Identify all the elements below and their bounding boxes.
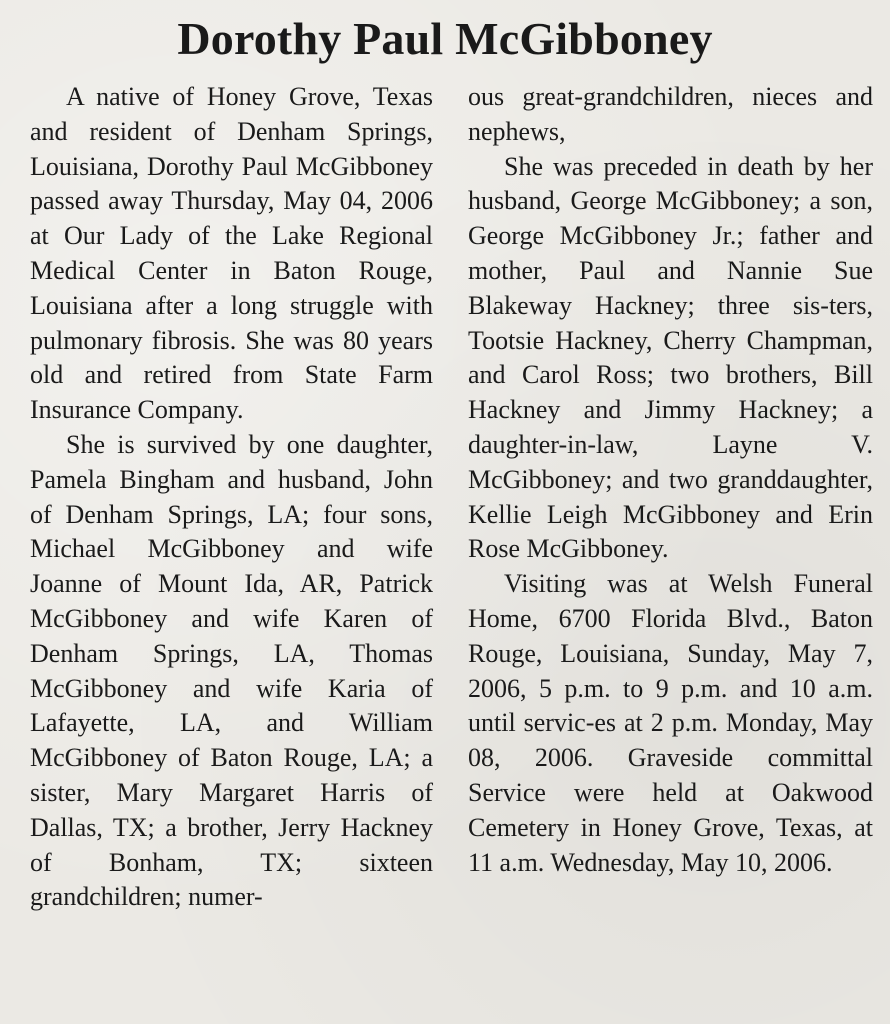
paragraph-survivors-continued: ous great-grandchildren, nieces and nephews, [468,82,873,146]
paragraph-intro: A native of Honey Grove, Texas and resident of Denham Springs, Louisiana, Dorothy Paul McGibboney passed away Thursday, May 04, 2006 at Our Lady of the Lake Regional Medical Center in Baton Rouge, Louisiana after a long struggle with pulmonary fibrosis. She was 80 years old and retired from State Farm Insurance Company. [30,82,433,425]
paragraph-services: Visiting was at Welsh Funeral Home, 6700 Florida Blvd., Baton Rouge, Louisiana, Sunday, May 7, 2006, 5 p.m. to 9 p.m. and 10 a.m. until servic-es at 2 p.m. Monday, May 08, 2006. Graveside committal Service were held at Oakwood Cemetery in Honey Grove, Texas, at 11 a.m. Wednesday, May 10, 2006. [468,569,873,877]
paragraph-survivors: She is survived by one daughter, Pamela Bingham and husband, John of Denham Springs, LA; four sons, Michael McGibboney and wife Joanne of Mount Ida, AR, Patrick McGibboney and wife Karen of Denham Springs, LA, Thomas McGibboney and wife Karia of Lafayette, LA, and William McGibboney of Baton Rouge, LA; a sister, Mary Margaret Harris of Dallas, TX; a brother, Jerry Hackney of Bonham, TX; sixteen grandchildren; numer- [30,429,433,912]
left-column [30,80,433,915]
obituary-title: Dorothy Paul McGibboney [177,13,713,64]
right-column [468,80,873,880]
paragraph-preceded: She was preceded in death by her husband, George McGibboney; a son, George McGibboney Jr.; father and mother, Paul and Nannie Sue Blakeway Hackney; three sis-ters, Tootsie Hackney, Cherry Champman, and Carol Ross; two brothers, Bill Hackney and Jimmy Hackney; a daughter-in-law, Layne V. McGibboney; and two granddaughter, Kellie Leigh McGibboney and Erin Rose McGibboney. [468,151,873,564]
